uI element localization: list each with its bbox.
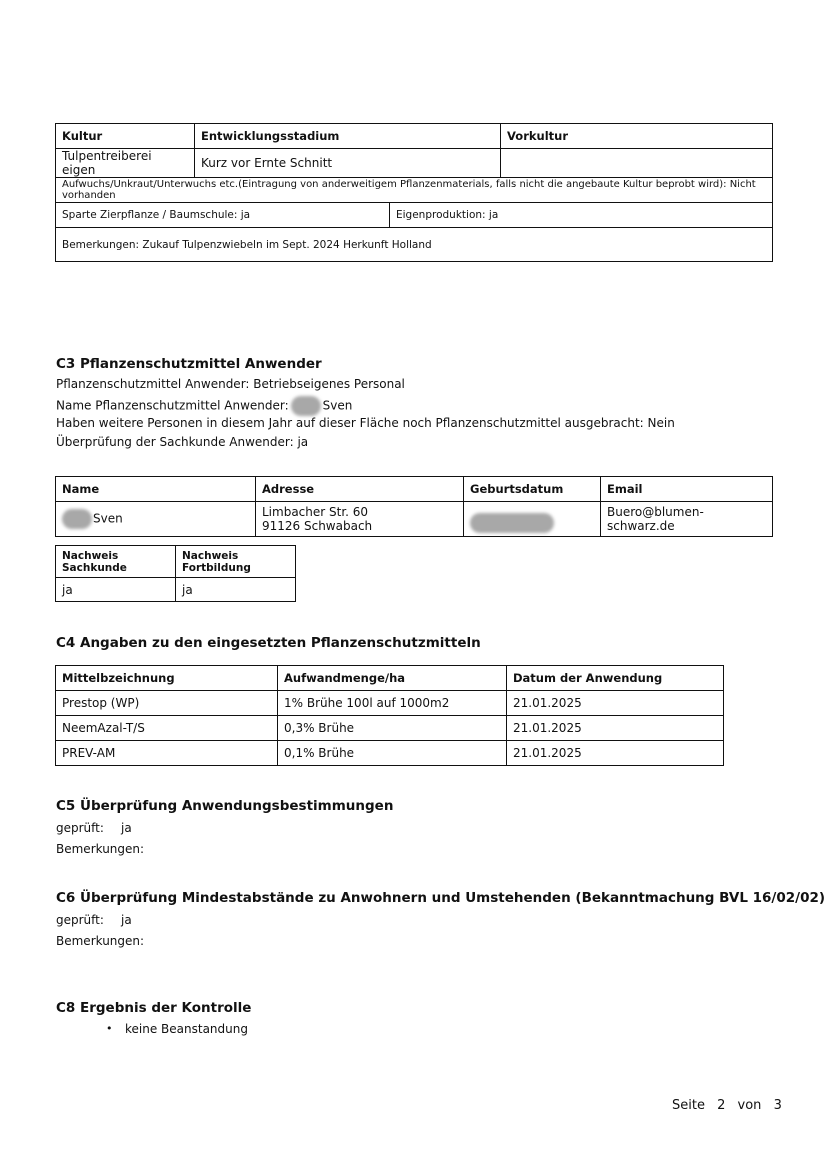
- footer-page-number: 2: [717, 1098, 726, 1113]
- aufwand-header: Aufwandmenge/ha: [278, 666, 507, 691]
- c8-heading: C8 Ergebnis der Kontrolle: [56, 1000, 252, 1016]
- nachweis-table: [55, 545, 296, 602]
- stadium-value: Kurz vor Ernte Schnitt: [195, 149, 501, 178]
- footer-seite: Seite: [672, 1098, 705, 1113]
- c3-line1: Pflanzenschutzmittel Anwender: Betriebseigenes Personal: [56, 377, 405, 391]
- table-row: [56, 741, 724, 766]
- fortbildung-value: ja: [176, 578, 296, 602]
- table-row: [56, 716, 724, 741]
- aufwand-cell: 0,1% Brühe: [278, 741, 507, 766]
- address-line1: Limbacher Str. 60: [262, 505, 369, 519]
- vorkultur-value: [501, 149, 773, 178]
- footer-von: von: [737, 1098, 762, 1113]
- c3-line3: Haben weitere Personen in diesem Jahr auf dieser Fläche noch Pflanzenschutzmittel ausgebracht: Nein: [56, 416, 675, 430]
- person-email: Buero@blumen-schwarz.de: [601, 502, 773, 537]
- email-header: Email: [601, 477, 773, 502]
- vorkultur-header: Vorkultur: [501, 124, 773, 149]
- c3-heading: C3 Pflanzenschutzmittel Anwender: [56, 356, 322, 372]
- sachkunde-value: ja: [56, 578, 176, 602]
- datum-cell: 21.01.2025: [507, 741, 724, 766]
- eigenproduktion-text: Eigenproduktion: ja: [390, 203, 773, 228]
- redacted-birthdate: [470, 513, 554, 533]
- c5-geprueft-label: geprüft:: [56, 821, 104, 835]
- page-footer: [672, 1098, 782, 1113]
- c3-line4: Überprüfung der Sachkunde Anwender: ja: [56, 435, 309, 449]
- person-name: Sven: [93, 511, 123, 526]
- c6-heading: C6 Überprüfung Mindestabstände zu Anwohnern und Umstehenden (Bekanntmachung BVL 16/02/02): [56, 890, 826, 906]
- mittel-header: Mittelbzeichnung: [56, 666, 278, 691]
- c6-bemerkungen: Bemerkungen:: [56, 934, 145, 948]
- datum-cell: 21.01.2025: [507, 691, 724, 716]
- c8-result-item: keine Beanstandung: [125, 1022, 248, 1036]
- name-header: Name: [56, 477, 256, 502]
- person-name-cell: [56, 502, 256, 537]
- aufwand-cell: 1% Brühe 100l auf 1000m2: [278, 691, 507, 716]
- footer-total-pages: 3: [773, 1098, 782, 1113]
- redacted-surname: [62, 509, 92, 529]
- c4-heading: C4 Angaben zu den eingesetzten Pflanzenschutzmitteln: [56, 635, 481, 651]
- c3-line2: [56, 396, 352, 416]
- stadium-header: Entwicklungsstadium: [195, 124, 501, 149]
- person-birthdate-cell: [464, 502, 601, 537]
- mittel-cell: PREV-AM: [56, 741, 278, 766]
- geburtsdatum-header: Geburtsdatum: [464, 477, 601, 502]
- fortbildung-header: Nachweis Fortbildung: [176, 546, 296, 578]
- person-address-cell: [256, 502, 464, 537]
- c6-geprueft-label: geprüft:: [56, 913, 104, 927]
- c5-heading: C5 Überprüfung Anwendungsbestimmungen: [56, 798, 394, 814]
- mittel-table: [55, 665, 724, 766]
- c3-name-label: Name Pflanzenschutzmittel Anwender:: [56, 398, 289, 413]
- aufwuchs-text: Aufwuchs/Unkraut/Unterwuchs etc.(Eintragung von anderweitigem Pflanzenmaterials, falls nicht die angebaute Kultur beprobt wird): Nicht vorhanden: [56, 178, 773, 203]
- c6-geprueft-value: ja: [121, 913, 132, 927]
- kultur-value: Tulpentreiberei eigen: [56, 149, 195, 178]
- sachkunde-header: Nachweis Sachkunde: [56, 546, 176, 578]
- crop-table: [55, 123, 773, 262]
- mittel-cell: NeemAzal-T/S: [56, 716, 278, 741]
- table-row: [56, 691, 724, 716]
- datum-cell: 21.01.2025: [507, 716, 724, 741]
- address-line2: 91126 Schwabach: [262, 519, 373, 533]
- c5-bemerkungen: Bemerkungen:: [56, 842, 145, 856]
- adresse-header: Adresse: [256, 477, 464, 502]
- mittel-cell: Prestop (WP): [56, 691, 278, 716]
- bemerkungen-text: Bemerkungen: Zukauf Tulpenzwiebeln im Sept. 2024 Herkunft Holland: [56, 228, 773, 262]
- person-table: [55, 476, 773, 537]
- c5-geprueft-value: ja: [121, 821, 132, 835]
- redacted-surname: [291, 396, 321, 416]
- c3-name-value: Sven: [322, 398, 353, 413]
- kultur-header: Kultur: [56, 124, 195, 149]
- datum-header: Datum der Anwendung: [507, 666, 724, 691]
- aufwand-cell: 0,3% Brühe: [278, 716, 507, 741]
- bullet-icon: •: [106, 1022, 113, 1035]
- sparte-text: Sparte Zierpflanze / Baumschule: ja: [56, 203, 390, 228]
